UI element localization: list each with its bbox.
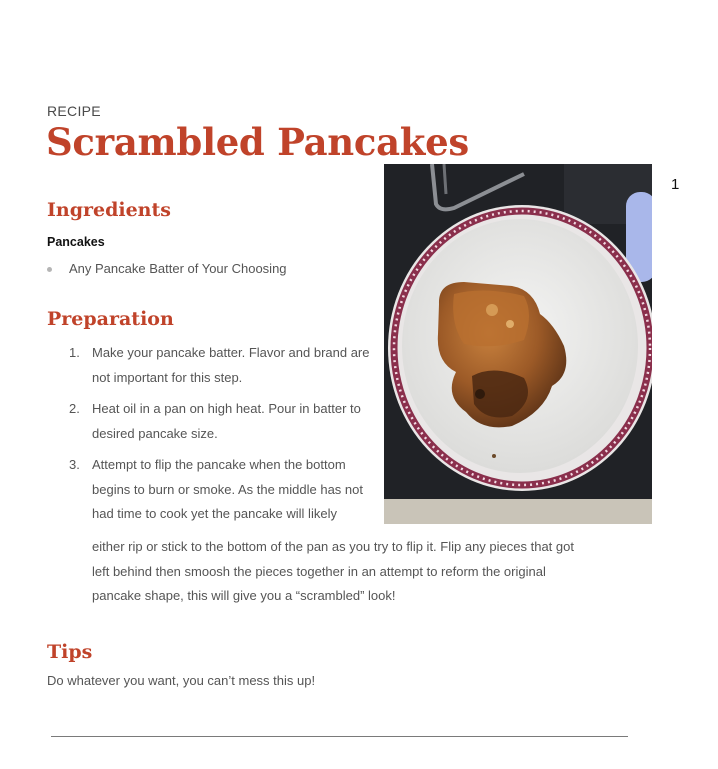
ingredients-heading: Ingredients — [47, 199, 171, 221]
step-number: 3. — [69, 457, 80, 472]
recipe-title: Scrambled Pancakes — [46, 120, 469, 164]
preparation-heading: Preparation — [47, 308, 174, 330]
tips-heading: Tips — [47, 641, 93, 663]
recipe-label: RECIPE — [47, 103, 101, 119]
bullet-icon — [47, 267, 52, 272]
step-text: Make your pancake batter. Flavor and brand are not important for this step. — [92, 345, 370, 385]
footer-rule — [51, 736, 628, 737]
ingredient-text: Any Pancake Batter of Your Choosing — [69, 261, 287, 276]
page-number: 1 — [671, 176, 680, 193]
step-text: Attempt to flip the pancake when the bottom begins to burn or smoke. As the middle has not had time to cook yet the pancake will likely — [92, 457, 363, 521]
step-number: 1. — [69, 345, 80, 360]
plate-image — [384, 164, 652, 524]
step-number: 2. — [69, 401, 80, 416]
ingredient-group-title: Pancakes — [47, 235, 105, 249]
tips-text: Do whatever you want, you can’t mess this up! — [47, 673, 316, 688]
pancake-photo[interactable] — [384, 164, 652, 524]
step-text: Heat oil in a pan on high heat. Pour in batter to desired pancake size. — [92, 401, 361, 441]
step-continuation-text[interactable]: either rip or stick to the bottom of the pan as you try to flip it. Flip any pieces that got left behind then smoosh the pieces together in an attempt to reform the original pancake shape, this will give you a “scrambled” look! — [92, 539, 574, 603]
